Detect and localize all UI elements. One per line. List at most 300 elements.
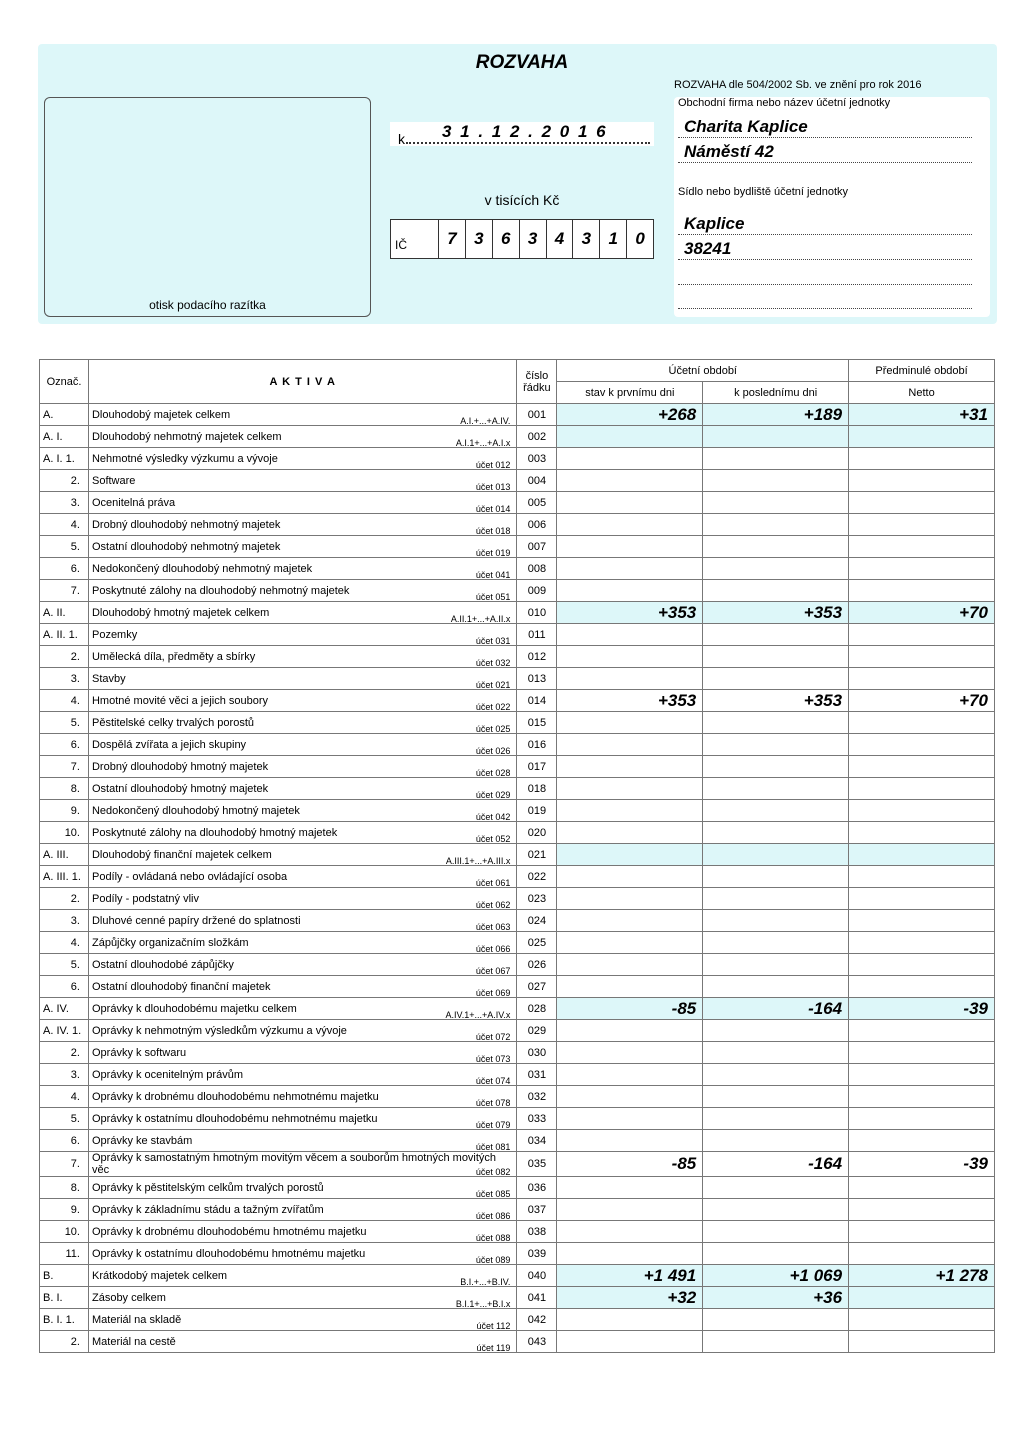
value-last-day: +189 — [703, 404, 849, 426]
table-row — [40, 1130, 995, 1152]
row-label-cell — [88, 1130, 516, 1152]
value-netto: +1 278 — [849, 1265, 995, 1287]
row-label-cell — [88, 976, 516, 998]
value-netto — [849, 1221, 995, 1243]
value-last-day — [703, 844, 849, 866]
value-first-day — [557, 448, 703, 470]
row-label-cell — [88, 1199, 516, 1221]
row-account: účet 085 — [475, 1189, 511, 1199]
row-label-cell — [88, 404, 516, 426]
value-first-day — [557, 668, 703, 690]
table-row — [40, 954, 995, 976]
value-last-day: +1 069 — [703, 1265, 849, 1287]
dotted-line — [678, 162, 972, 163]
value-last-day — [703, 734, 849, 756]
value-netto — [849, 668, 995, 690]
value-last-day — [703, 514, 849, 536]
row-label: Ostatní dlouhodobé zápůjčky — [91, 958, 234, 971]
value-netto — [849, 426, 995, 448]
value-first-day — [557, 426, 703, 448]
row-label: Dluhové cenné papíry držené do splatnosti — [91, 914, 301, 927]
ic-digit: 4 — [547, 220, 574, 258]
value-netto — [849, 756, 995, 778]
table-row — [40, 448, 995, 470]
firm-street: Náměstí 42 — [684, 142, 774, 161]
value-last-day — [703, 910, 849, 932]
row-number: 019 — [517, 800, 557, 822]
value-last-day — [703, 932, 849, 954]
row-label: Oprávky ke stavbám — [91, 1134, 193, 1147]
row-number: 003 — [517, 448, 557, 470]
row-mark: A. I. 1. — [40, 448, 89, 470]
row-label: Ocenitelná práva — [91, 496, 176, 509]
row-label: Pozemky — [91, 628, 138, 641]
value-netto — [849, 1177, 995, 1199]
table-row — [40, 690, 995, 712]
row-number: 011 — [517, 624, 557, 646]
row-mark: 10. — [40, 1221, 89, 1243]
value-first-day — [557, 624, 703, 646]
value-last-day — [703, 1243, 849, 1265]
row-account: účet 119 — [476, 1343, 511, 1353]
row-account: účet 082 — [475, 1167, 511, 1177]
value-first-day — [557, 734, 703, 756]
row-label: Podíly - podstatný vliv — [91, 892, 199, 905]
row-number: 012 — [517, 646, 557, 668]
value-netto — [849, 1309, 995, 1331]
value-netto — [849, 1331, 995, 1353]
value-netto: +70 — [849, 602, 995, 624]
value-netto — [849, 778, 995, 800]
row-number: 032 — [517, 1086, 557, 1108]
row-account: účet 066 — [475, 944, 511, 954]
value-last-day — [703, 448, 849, 470]
row-mark: A. II. — [40, 602, 89, 624]
row-label: Zásoby celkem — [91, 1291, 166, 1304]
row-label: Pěstitelské celky trvalých porostů — [91, 716, 254, 729]
dotted-line — [678, 234, 972, 235]
row-account: účet 063 — [475, 922, 511, 932]
row-account: účet 081 — [475, 1142, 511, 1152]
row-label-cell — [88, 866, 516, 888]
ic-box — [390, 219, 654, 259]
row-mark: 6. — [40, 1130, 89, 1152]
row-mark: 8. — [40, 1177, 89, 1199]
ic-digit: 3 — [466, 220, 493, 258]
date-dotted-line — [406, 142, 650, 144]
row-mark: 5. — [40, 1108, 89, 1130]
row-account: účet 052 — [475, 834, 511, 844]
value-first-day: -85 — [557, 1152, 703, 1177]
row-account: účet 013 — [475, 482, 511, 492]
row-label: Oprávky k nehmotným výsledkům výzkumu a vývoje — [91, 1024, 347, 1037]
row-number: 001 — [517, 404, 557, 426]
value-last-day — [703, 646, 849, 668]
value-first-day — [557, 558, 703, 580]
value-netto — [849, 954, 995, 976]
row-account: účet 067 — [475, 966, 511, 976]
row-account: účet 025 — [475, 724, 511, 734]
ic-digit: 3 — [573, 220, 600, 258]
value-last-day — [703, 580, 849, 602]
row-label-cell — [88, 668, 516, 690]
row-mark: 2. — [40, 1042, 89, 1064]
row-account: účet 041 — [475, 570, 511, 580]
ic-digit: 6 — [493, 220, 520, 258]
value-last-day: -164 — [703, 1152, 849, 1177]
value-netto — [849, 1086, 995, 1108]
row-account: účet 069 — [475, 988, 511, 998]
row-mark: 11. — [40, 1243, 89, 1265]
value-netto — [849, 580, 995, 602]
dotted-line — [678, 284, 972, 285]
table-row — [40, 844, 995, 866]
row-label-cell — [88, 954, 516, 976]
row-number: 043 — [517, 1331, 557, 1353]
row-label-cell — [88, 1152, 516, 1177]
row-label: Dlouhodobý finanční majetek celkem — [91, 848, 272, 861]
table-row — [40, 910, 995, 932]
value-first-day — [557, 778, 703, 800]
firm-name: Charita Kaplice — [684, 117, 808, 136]
row-mark: A. II. 1. — [40, 624, 89, 646]
value-last-day — [703, 800, 849, 822]
value-netto — [849, 910, 995, 932]
table-row — [40, 514, 995, 536]
row-mark: 2. — [40, 646, 89, 668]
table-row — [40, 492, 995, 514]
value-first-day — [557, 954, 703, 976]
seat-zip: 38241 — [684, 239, 732, 258]
value-netto — [849, 976, 995, 998]
row-number: 033 — [517, 1108, 557, 1130]
row-label: Nedokončený dlouhodobý nehmotný majetek — [91, 562, 313, 575]
row-mark: A. — [40, 404, 89, 426]
col-current-period: Účetní období — [557, 360, 849, 382]
ic-digit: 0 — [635, 229, 645, 248]
value-first-day — [557, 580, 703, 602]
row-mark: 7. — [40, 580, 89, 602]
table-row — [40, 712, 995, 734]
row-number: 040 — [517, 1265, 557, 1287]
value-first-day — [557, 1042, 703, 1064]
table-row — [40, 1177, 995, 1199]
table-row — [40, 1221, 995, 1243]
row-mark: A. IV. — [40, 998, 89, 1020]
row-mark: 3. — [40, 1064, 89, 1086]
table-row — [40, 1108, 995, 1130]
value-last-day — [703, 712, 849, 734]
row-account: účet 019 — [475, 548, 511, 558]
value-first-day — [557, 866, 703, 888]
row-label-cell — [88, 470, 516, 492]
row-label-cell — [88, 558, 516, 580]
ic-label: IČ — [391, 220, 439, 258]
row-label: Oprávky k drobnému dlouhodobému hmotnému majetku — [91, 1225, 367, 1238]
value-netto — [849, 734, 995, 756]
row-label: Oprávky k ocenitelným právům — [91, 1068, 243, 1081]
row-mark: 5. — [40, 536, 89, 558]
value-first-day — [557, 800, 703, 822]
value-netto — [849, 1064, 995, 1086]
value-netto — [849, 448, 995, 470]
row-account: účet 112 — [476, 1321, 511, 1331]
value-netto — [849, 536, 995, 558]
row-account: A.IV.1+...+A.IV.x — [445, 1010, 511, 1020]
row-label: Poskytnuté zálohy na dlouhodobý hmotný majetek — [91, 826, 338, 839]
value-last-day — [703, 668, 849, 690]
table-row — [40, 998, 995, 1020]
value-first-day — [557, 1130, 703, 1152]
row-account: účet 062 — [475, 900, 511, 910]
row-label-cell — [88, 1064, 516, 1086]
row-mark: A. IV. 1. — [40, 1020, 89, 1042]
row-account: účet 074 — [475, 1076, 511, 1086]
row-number: 007 — [517, 536, 557, 558]
value-last-day — [703, 1309, 849, 1331]
value-first-day — [557, 492, 703, 514]
row-mark: 8. — [40, 778, 89, 800]
value-netto — [849, 646, 995, 668]
row-label-cell — [88, 756, 516, 778]
row-number: 041 — [517, 1287, 557, 1309]
value-netto — [849, 932, 995, 954]
row-mark: 7. — [40, 756, 89, 778]
row-account: účet 061 — [475, 878, 511, 888]
row-account: účet 089 — [475, 1255, 511, 1265]
row-number: 039 — [517, 1243, 557, 1265]
table-row — [40, 624, 995, 646]
value-netto — [849, 558, 995, 580]
row-label: Ostatní dlouhodobý finanční majetek — [91, 980, 271, 993]
table-row — [40, 668, 995, 690]
table-row — [40, 976, 995, 998]
value-first-day — [557, 536, 703, 558]
page-title: ROZVAHA — [475, 52, 569, 73]
value-last-day — [703, 888, 849, 910]
row-label-cell — [88, 426, 516, 448]
value-first-day — [557, 756, 703, 778]
value-last-day — [703, 470, 849, 492]
table-row — [40, 800, 995, 822]
table-row — [40, 1152, 995, 1177]
table-row — [40, 1265, 995, 1287]
dotted-line — [678, 137, 972, 138]
row-number: 017 — [517, 756, 557, 778]
row-number: 034 — [517, 1130, 557, 1152]
value-last-day — [703, 1042, 849, 1064]
value-first-day — [557, 1177, 703, 1199]
value-first-day — [557, 514, 703, 536]
row-label-cell — [88, 910, 516, 932]
value-last-day — [703, 426, 849, 448]
col-netto: Netto — [849, 382, 995, 404]
col-last-day: k poslednímu dni — [703, 382, 849, 404]
row-label: Oprávky k samostatným hmotným movitým věcem a souborům hmotných movitých věc — [91, 1152, 497, 1176]
value-last-day — [703, 558, 849, 580]
row-account: účet 032 — [475, 658, 511, 668]
stamp-label: otisk podacího razítka — [149, 298, 266, 312]
row-number: 020 — [517, 822, 557, 844]
value-last-day — [703, 624, 849, 646]
row-number: 042 — [517, 1309, 557, 1331]
row-account: účet 072 — [475, 1032, 511, 1042]
value-last-day — [703, 822, 849, 844]
row-mark: 3. — [40, 668, 89, 690]
row-label-cell — [88, 536, 516, 558]
value-first-day — [557, 1309, 703, 1331]
value-netto — [849, 1199, 995, 1221]
table-row — [40, 888, 995, 910]
units-label: v tisících Kč — [484, 192, 560, 208]
row-number: 014 — [517, 690, 557, 712]
value-last-day — [703, 866, 849, 888]
value-last-day: +353 — [703, 602, 849, 624]
table-row — [40, 1287, 995, 1309]
row-mark: 2. — [40, 888, 89, 910]
row-mark: A. III. 1. — [40, 866, 89, 888]
value-netto — [849, 1287, 995, 1309]
row-mark: 6. — [40, 976, 89, 998]
row-account: účet 088 — [475, 1233, 511, 1243]
table-row — [40, 470, 995, 492]
row-number: 023 — [517, 888, 557, 910]
row-label-cell — [88, 888, 516, 910]
table-row — [40, 1086, 995, 1108]
value-netto — [849, 1020, 995, 1042]
row-label-cell — [88, 1086, 516, 1108]
table-row — [40, 1331, 995, 1353]
row-label: Oprávky k ostatnímu dlouhodobému nehmotnému majetku — [91, 1112, 378, 1125]
firm-label: Obchodní firma nebo název účetní jednotky — [678, 97, 891, 109]
row-mark: 3. — [40, 910, 89, 932]
value-first-day — [557, 1086, 703, 1108]
row-mark: 5. — [40, 954, 89, 976]
value-first-day — [557, 910, 703, 932]
row-number: 035 — [517, 1152, 557, 1177]
row-account: B.I.1+...+B.I.x — [455, 1299, 511, 1309]
assets-table — [39, 359, 995, 1353]
row-mark: 9. — [40, 1199, 89, 1221]
row-account: A.II.1+...+A.II.x — [450, 614, 511, 624]
value-last-day: +36 — [703, 1287, 849, 1309]
value-netto — [849, 492, 995, 514]
value-last-day — [703, 976, 849, 998]
value-first-day — [557, 470, 703, 492]
table-row — [40, 822, 995, 844]
row-account: B.I.+...+B.IV. — [460, 1277, 511, 1287]
row-label-cell — [88, 1042, 516, 1064]
table-row — [40, 932, 995, 954]
row-label: Ostatní dlouhodobý nehmotný majetek — [91, 540, 281, 553]
value-first-day — [557, 1331, 703, 1353]
row-number: 025 — [517, 932, 557, 954]
table-row — [40, 734, 995, 756]
row-label-cell — [88, 1020, 516, 1042]
row-mark: 3. — [40, 492, 89, 514]
row-label-cell — [88, 690, 516, 712]
row-label: Drobný dlouhodobý nehmotný majetek — [91, 518, 281, 531]
value-netto — [849, 844, 995, 866]
row-mark: 9. — [40, 800, 89, 822]
table-row — [40, 426, 995, 448]
row-label: Oprávky k základnímu stádu a tažným zvířatům — [91, 1203, 324, 1216]
table-row — [40, 1199, 995, 1221]
value-last-day — [703, 1064, 849, 1086]
row-mark: 2. — [40, 470, 89, 492]
firm-box — [674, 97, 990, 317]
value-netto — [849, 822, 995, 844]
row-label-cell — [88, 734, 516, 756]
ic-digit: 7 — [439, 220, 466, 258]
row-label-cell — [88, 514, 516, 536]
ic-digit: 1 — [600, 220, 627, 258]
row-label: Umělecká díla, předměty a sbírky — [91, 650, 256, 663]
row-label-cell — [88, 624, 516, 646]
row-label-cell — [88, 492, 516, 514]
row-account: účet 078 — [475, 1098, 511, 1108]
row-label-cell — [88, 778, 516, 800]
date-prefix: k — [398, 131, 405, 147]
row-label-cell — [88, 580, 516, 602]
value-first-day — [557, 844, 703, 866]
col-row-number: číslo řádku — [517, 360, 557, 404]
row-mark: A. III. — [40, 844, 89, 866]
value-netto — [849, 1130, 995, 1152]
row-label-cell — [88, 646, 516, 668]
row-mark: 4. — [40, 690, 89, 712]
value-netto — [849, 624, 995, 646]
value-first-day: +353 — [557, 690, 703, 712]
value-first-day — [557, 976, 703, 998]
value-first-day — [557, 1064, 703, 1086]
col-prev-period: Předminulé období — [849, 360, 995, 382]
seat-city: Kaplice — [684, 214, 745, 233]
value-last-day — [703, 756, 849, 778]
value-netto — [849, 1243, 995, 1265]
row-account: účet 018 — [475, 526, 511, 536]
value-first-day — [557, 888, 703, 910]
value-netto — [849, 1042, 995, 1064]
row-account: účet 022 — [475, 702, 511, 712]
value-netto — [849, 712, 995, 734]
row-label: Krátkodobý majetek celkem — [91, 1269, 228, 1282]
seat-label: Sídlo nebo bydliště účetní jednotky — [678, 186, 849, 198]
row-account: účet 028 — [475, 768, 511, 778]
row-number: 008 — [517, 558, 557, 580]
row-label: Ostatní dlouhodobý hmotný majetek — [91, 782, 269, 795]
stamp-box — [44, 97, 371, 317]
value-last-day — [703, 778, 849, 800]
row-mark: B. I. — [40, 1287, 89, 1309]
value-last-day — [703, 1199, 849, 1221]
table-row — [40, 602, 995, 624]
row-number: 005 — [517, 492, 557, 514]
row-number: 030 — [517, 1042, 557, 1064]
row-number: 010 — [517, 602, 557, 624]
table-row — [40, 580, 995, 602]
value-last-day — [703, 1020, 849, 1042]
table-row — [40, 866, 995, 888]
table-row — [40, 558, 995, 580]
table-row — [40, 646, 995, 668]
value-netto: -39 — [849, 998, 995, 1020]
table-row — [40, 536, 995, 558]
ic-digit: 3 — [520, 220, 547, 258]
value-first-day — [557, 1221, 703, 1243]
row-account: účet 021 — [475, 680, 511, 690]
row-label-cell — [88, 822, 516, 844]
